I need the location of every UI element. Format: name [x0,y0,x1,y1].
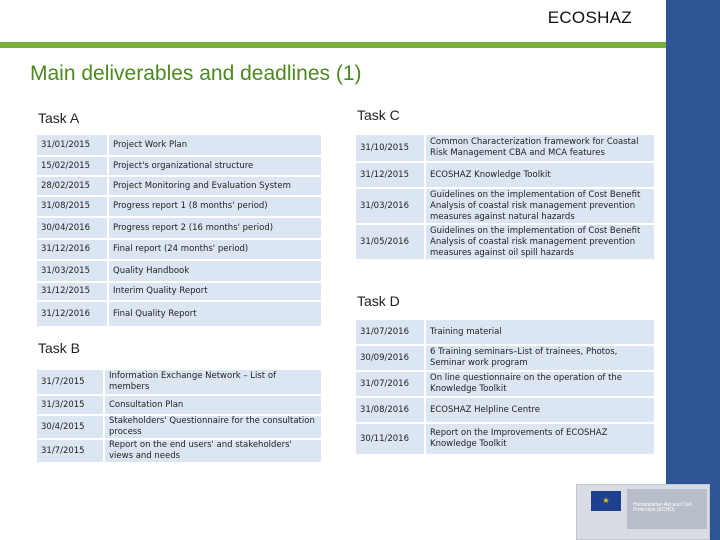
european-commission-logo [576,484,710,540]
table-row [37,197,321,216]
table-row [37,218,321,238]
deadline-date: 30/11/2016 [356,424,424,454]
task-a-heading: Task A [38,110,80,126]
deliverable-description: ECOSHAZ Knowledge Toolkit [426,163,654,187]
table-row [356,135,654,161]
table-row [37,157,321,175]
deliverable-description: On line questionnaire on the operation of the Knowledge Toolkit [426,372,654,396]
eu-flag-icon: ★ [591,491,621,511]
deliverable-description: Project Monitoring and Evaluation System [109,177,321,195]
table-row [37,135,321,155]
deliverable-description: Guidelines on the implementation of Cost Benefit Analysis of coastal risk management prevention measures against oil spill hazards [426,225,654,259]
deliverable-description: Report on the Improvements of ECOSHAZ Knowledge Toolkit [426,424,654,454]
deadline-date: 31/05/2016 [356,225,424,259]
table-row [37,370,321,394]
deadline-date: 30/04/2016 [37,218,107,238]
deliverable-description: Progress report 1 (8 months' period) [109,197,321,216]
slide-title: Main deliverables and deadlines (1) [30,62,362,85]
deadline-date: 31/3/2015 [37,396,103,414]
table-row [356,189,654,223]
deadline-date: 31/7/2015 [37,440,103,462]
table-row [356,398,654,422]
header-rule [0,42,666,48]
table-row [37,302,321,326]
deliverable-description: Common Characterization framework for Coastal Risk Management CBA and MCA features [426,135,654,161]
deadline-date: 31/12/2016 [37,240,107,259]
table-row [37,416,321,438]
table-row [356,163,654,187]
sidebar-band [666,0,720,540]
deliverable-description: Consultation Plan [105,396,321,414]
deliverable-description: Guidelines on the implementation of Cost Benefit Analysis of coastal risk management prevention measures against natural hazards [426,189,654,223]
deliverable-description: Final Quality Report [109,302,321,326]
task-c-heading: Task C [357,107,400,123]
table-row [356,372,654,396]
deadline-date: 31/07/2016 [356,372,424,396]
deadline-date: 31/08/2015 [37,197,107,216]
table-row [37,261,321,281]
deliverable-description: Project's organizational structure [109,157,321,175]
deadline-date: 31/10/2015 [356,135,424,161]
logo-caption: Humanitarian Aid and Civil Protection (ECHO) [633,502,692,513]
deliverable-description: Progress report 2 (16 months' period) [109,218,321,238]
deadline-date: 31/08/2016 [356,398,424,422]
deliverable-description: Training material [426,320,654,344]
task-a-table [37,133,321,328]
project-brand: ECOSHAZ [547,8,632,27]
table-row [37,240,321,259]
deliverable-description: Information Exchange Network – List of members [105,370,321,394]
deadline-date: 30/09/2016 [356,346,424,370]
table-row [37,440,321,462]
deadline-date: 31/7/2015 [37,370,103,394]
deadline-date: 31/12/2015 [356,163,424,187]
deliverable-description: Project Work Plan [109,135,321,155]
task-d-heading: Task D [357,293,400,309]
table-row [37,177,321,195]
deadline-date: 31/03/2016 [356,189,424,223]
deadline-date: 31/01/2015 [37,135,107,155]
table-row [37,396,321,414]
deadline-date: 31/03/2015 [37,261,107,281]
table-row [356,320,654,344]
deliverable-description: ECOSHAZ Helpline Centre [426,398,654,422]
deadline-date: 31/12/2015 [37,283,107,300]
deadline-date: 15/02/2015 [37,157,107,175]
deliverable-description: 6 Training seminars–List of trainees, Photos, Seminar work program [426,346,654,370]
deadline-date: 31/07/2016 [356,320,424,344]
task-b-table [37,368,321,464]
table-row [356,424,654,454]
task-d-table [356,318,654,456]
table-row [356,225,654,259]
deliverable-description: Stakeholders' Questionnaire for the consultation process [105,416,321,438]
table-row [37,283,321,300]
deliverable-description: Interim Quality Report [109,283,321,300]
task-c-table [356,133,654,261]
deadline-date: 31/12/2016 [37,302,107,326]
deadline-date: 28/02/2015 [37,177,107,195]
deliverable-description: Final report (24 months' period) [109,240,321,259]
deliverable-description: Report on the end users' and stakeholders' views and needs [105,440,321,462]
deadline-date: 30/4/2015 [37,416,103,438]
task-b-heading: Task B [38,340,81,356]
table-row [356,346,654,370]
deliverable-description: Quality Handbook [109,261,321,281]
